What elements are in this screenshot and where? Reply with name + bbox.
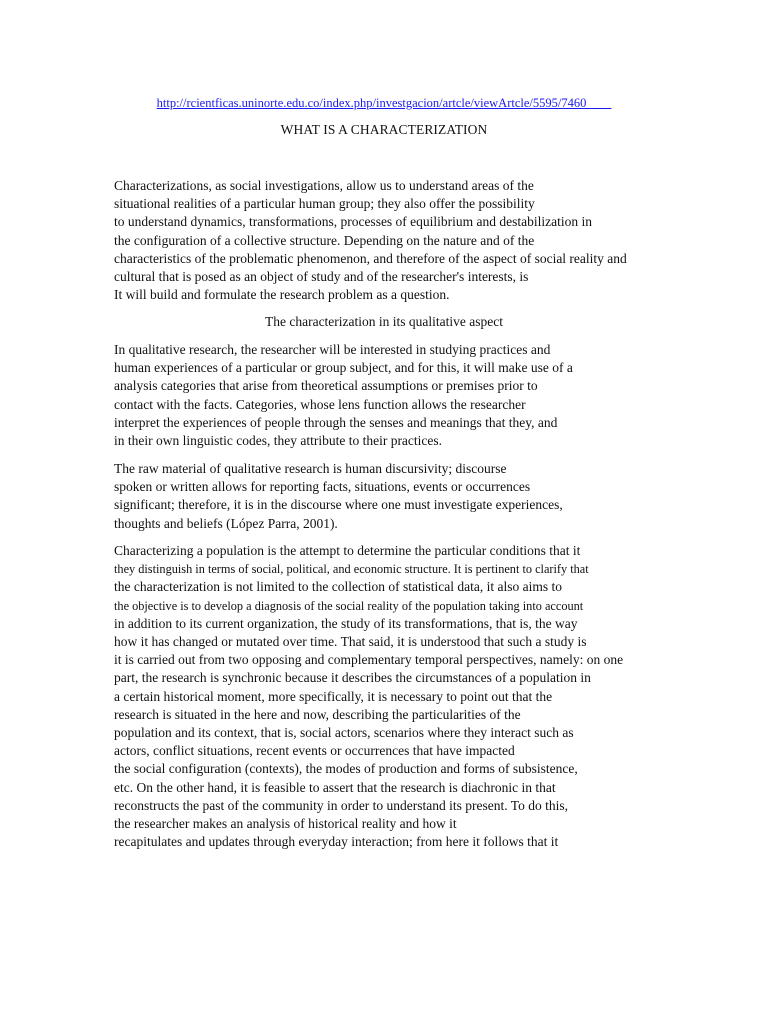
paragraph-line: thoughts and beliefs (López Parra, 2001). <box>114 515 338 531</box>
paragraph-line: spoken or written allows for reporting facts, situations, events or occurrences <box>114 479 531 495</box>
paragraph-line: it is carried out from two opposing and complementary temporal perspectives, namely: on one <box>114 652 624 668</box>
paragraph-line: a certain historical moment, more specifically, it is necessary to point out that the <box>114 688 553 704</box>
paragraph-line: the social configuration (contexts), the modes of production and forms of subsistence, <box>114 761 578 777</box>
paragraph-line: the researcher makes an analysis of historical reality and how it <box>114 816 457 832</box>
paragraph-line: population and its context, that is, social actors, scenarios where they interact such as <box>114 725 574 741</box>
document-title: WHAT IS A CHARACTERIZATION <box>280 122 488 137</box>
paragraph-line: they distinguish in terms of social, political, and economic structure. It is pertinent to clarify that <box>114 562 589 577</box>
paragraph-line: part, the research is synchronic because it describes the circumstances of a population in <box>114 670 591 686</box>
paragraph-line: characteristics of the problematic phenomenon, and therefore of the aspect of social reality and <box>114 250 627 266</box>
paragraph-line: actors, conflict situations, recent events or occurrences that have impacted <box>114 743 515 759</box>
paragraph-line: in their own linguistic codes, they attribute to their practices. <box>114 433 443 449</box>
paragraph-line: analysis categories that arise from theoretical assumptions or premises prior to <box>114 378 538 394</box>
paragraph-line: human experiences of a particular or group subject, and for this, it will make use of a <box>114 360 573 376</box>
paragraph-line: In qualitative research, the researcher will be interested in studying practices and <box>114 342 551 357</box>
paragraph-line: significant; therefore, it is in the discourse where one must investigate experiences, <box>114 497 563 513</box>
paragraph-line: the configuration of a collective structure. Depending on the nature and of the <box>114 232 535 248</box>
paragraph-line: reconstructs the past of the community in order to understand its present. To do this, <box>114 797 568 813</box>
paragraph-line: research is situated in the here and now, describing the particularities of the <box>114 706 521 722</box>
source-url-link[interactable]: http://rcientficas.uninorte.edu.co/index.php/investgacion/artcle/viewArtcle/5595/7460 <box>156 96 612 110</box>
section-heading: The characterization in its qualitative aspect <box>264 314 504 329</box>
paragraph-line: Characterizing a population is the attempt to determine the particular conditions that it <box>114 543 581 558</box>
paragraph-line: the objective is to develop a diagnosis of the social reality of the population taking into account <box>114 598 584 613</box>
paragraph-line: interpret the experiences of people through the senses and meanings that they, and <box>114 414 558 430</box>
paragraph-line: contact with the facts. Categories, whose lens function allows the researcher <box>114 396 526 412</box>
paragraph-intro <box>114 177 659 304</box>
paragraph-line: in addition to its current organization, the study of its transformations, that is, the way <box>114 615 578 631</box>
paragraph-qualitative-research <box>114 341 659 450</box>
paragraph-line: to understand dynamics, transformations, processes of equilibrium and destabilization in <box>114 214 593 230</box>
paragraph-line: Characterizations, as social investigations, allow us to understand areas of the <box>114 178 534 193</box>
paragraph-line: cultural that is posed as an object of study and of the researcher's interests, is <box>114 269 529 285</box>
paragraph-line: recapitulates and updates through everyday interaction; from here it follows that it <box>114 834 559 850</box>
paragraph-line: situational realities of a particular human group; they also offer the possibility <box>114 196 535 212</box>
paragraph-characterizing-population <box>114 542 659 851</box>
paragraph-raw-material <box>114 460 659 533</box>
paragraph-line: It will build and formulate the research problem as a question. <box>114 287 450 303</box>
paragraph-line: etc. On the other hand, it is feasible to assert that the research is diachronic in that <box>114 779 556 795</box>
paragraph-line: the characterization is not limited to the collection of statistical data, it also aims to <box>114 579 562 595</box>
paragraph-line: how it has changed or mutated over time. That said, it is understood that such a study is <box>114 634 587 650</box>
paragraph-line: The raw material of qualitative research is human discursivity; discourse <box>114 461 507 476</box>
